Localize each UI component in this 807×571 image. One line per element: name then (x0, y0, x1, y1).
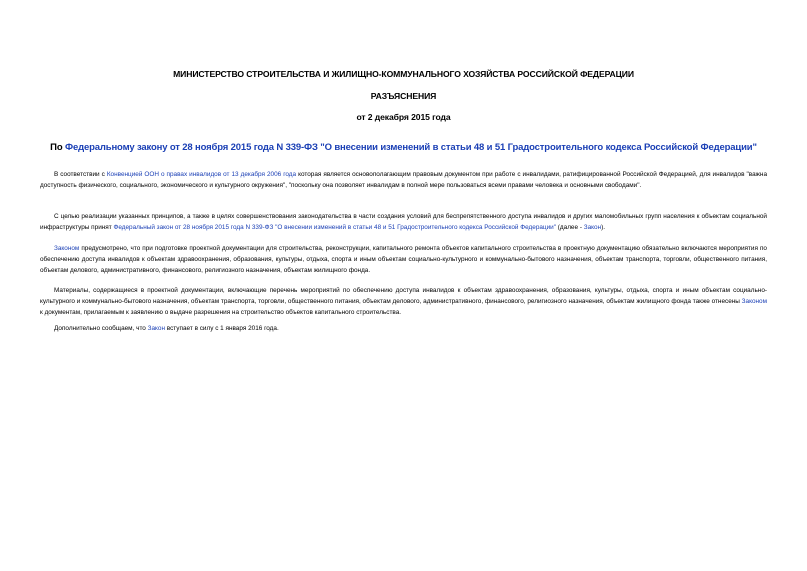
paragraph-2-text-a: С целью реализации указанных принципов, а также в целях совершенствования законодательства в части создания условий для беспрепятственного доступа инвалидов и других маломобильных групп населения к объектам социальной инфраструктуры принят (40, 213, 767, 231)
subject-prefix: По (50, 142, 65, 153)
paragraph-2-text-b: (далее - (556, 223, 584, 231)
federal-law-link[interactable]: Федеральный закон от 28 ноября 2015 года N 339-ФЗ "О внесении изменений в статьи 48 и 51 Градостроительного кодекса Российской Федерации" (113, 223, 557, 231)
paragraph-4-text-b: к документам, прилагаемым к заявлению о выдаче разрешения на строительство объектов капитального строительства. (40, 308, 402, 316)
paragraph-1-text-b: которая является основополагающим правовым документом при работе с инвалидами, ратифицированной Российской Федерацией, для инвалидов "важна доступность физического, социального, экономического и культурного окружения", "поскольку она позволяет инвалидам в полной мере пользоваться всеми правами человека и основными свободами". (40, 171, 767, 189)
paragraph-1 (40, 170, 767, 192)
paragraph-2-text-c: ). (601, 223, 606, 231)
subject-law-link[interactable]: Федеральному закону от 28 ноября 2015 года N 339-ФЗ "О внесении изменений в статьи 48 и 51 Градостроительного кодекса Российской Федерации" (64, 142, 757, 153)
ministry-heading: МИНИСТЕРСТВО СТРОИТЕЛЬСТВА И ЖИЛИЩНО-КОММУНАЛЬНОГО ХОЗЯЙСТВА РОССИЙСКОЙ ФЕДЕРАЦИИ (173, 69, 634, 79)
law-short-link[interactable]: Закон (583, 223, 602, 231)
paragraph-5-text-a: Дополнительно сообщаем, что (54, 325, 148, 332)
document-date: от 2 декабря 2015 года (356, 112, 451, 122)
paragraph-5 (40, 324, 767, 335)
paragraph-4 (40, 286, 767, 318)
document-subject (40, 142, 767, 153)
law-link[interactable]: Законом (741, 297, 767, 305)
law-link[interactable]: Закон (147, 325, 166, 332)
paragraph-3 (40, 244, 767, 276)
paragraph-3-text: предусмотрено, что при подготовке проектной документации для строительства, реконструкции, капитального ремонта объектов капитального строительства в проектную документацию обязательно включаются мероприятия по обеспечению доступа инвалидов к объектам здравоохранения, образования, культуры, отдыха, спорта и иным объектам социально-культурного и коммунально-бытового назначения, объектам транспорта, торговли, общественного питания, объектам делового, административного, финансового, религиозного назначения, объектам жилищного фонда. (40, 245, 767, 274)
paragraph-5-text-b: вступает в силу с 1 января 2016 года. (165, 325, 279, 332)
paragraph-4-text-a: Материалы, содержащиеся в проектной документации, включающие перечень мероприятий по обеспечению доступа инвалидов к объектам здравоохранения, образования, культуры, отдыха, спорта и иным объектам социально-культурного и коммунально-бытового назначения, объектам транспорта, торговли, общественного питания, объектам делового, административного, финансового, религиозного назначения, объектам жилищного фонда также отнесены (40, 287, 767, 305)
un-convention-link[interactable]: Конвенцией ООН о правах инвалидов от 13 декабря 2006 года (106, 171, 297, 178)
paragraph-1-text-a: В соответствии с (54, 171, 107, 178)
law-link[interactable]: Законом (54, 245, 80, 252)
document-type-heading: РАЗЪЯСНЕНИЯ (370, 91, 437, 101)
paragraph-2 (40, 212, 767, 234)
